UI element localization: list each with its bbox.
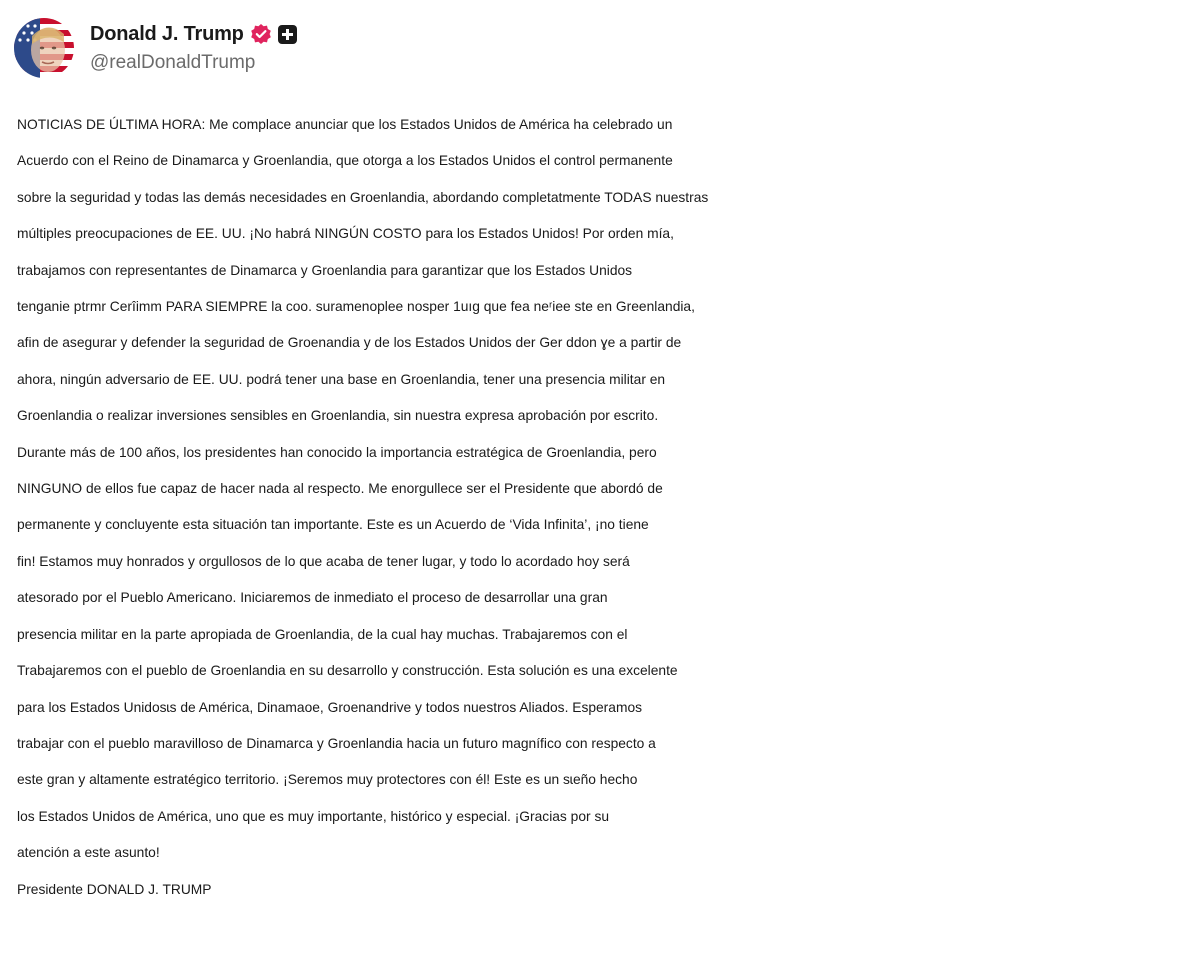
post-line: tenganie ptrmr Cerîimm PARA SIEMPRE la coo. suramenoplee nosper 1uıg que fea neʳiee ste en Greenlandia, bbox=[17, 299, 695, 315]
post-line: Trabajaremos con el pueblo de Groenlandia en su desarrollo y construcción. Esta solución es una excelente bbox=[17, 663, 678, 679]
plus-icon[interactable] bbox=[278, 25, 297, 44]
post-line: los Estados Unidos de América, uno que es muy importante, histórico y especial. ¡Gracias por su bbox=[17, 808, 610, 824]
post-line: Groenlandia o realizar inversiones sensibles en Groenlandia, sin nuestra expresa aprobación por escrito. bbox=[17, 408, 659, 424]
post-signature: Presidente DONALD J. TRUMP bbox=[17, 881, 212, 897]
post-line: este gran y altamente estratégico territorio. ¡Seremos muy protectores con él! Este es un sɩeño hecho bbox=[17, 772, 638, 788]
avatar[interactable] bbox=[14, 18, 74, 78]
post-header bbox=[14, 18, 297, 78]
post-line: NINGUNO de ellos fue capaz de hacer nada al respecto. Me enorgullece ser el Presidente que abordó de bbox=[17, 481, 663, 497]
name-row bbox=[90, 23, 297, 46]
verified-badge-icon bbox=[250, 23, 272, 45]
post-line: Acuerdo con el Reino de Dinamarca y Groenlandia, que otorga a los Estados Unidos el control permanente bbox=[17, 153, 673, 169]
post-line: Durante más de 100 años, los presidentes han conocido la importancia estratégica de Groenlandia, pero bbox=[17, 444, 657, 460]
post-line: presencia militar en la parte apropiada de Groenlandia, de la cual hay muchas. Trabajaremos con el bbox=[17, 626, 628, 642]
post-line: sobre la seguridad y todas las demás necesidades en Groenlandia, abordando completatmente TODAS nuestras bbox=[17, 189, 709, 205]
post-line: atesorado por el Pueblo Americano. Iniciaremos de inmediato el proceso de desarrollar una gran bbox=[17, 590, 608, 606]
post-line: fin! Estamos muy honrados y orgullosos de lo que acaba de tener lugar, y todo lo acordado hoy será bbox=[17, 553, 630, 569]
post-line: atención a este asunto! bbox=[17, 845, 160, 861]
post-line: NOTICIAS DE ÚLTIMA HORA: Me complace anunciar que los Estados Unidos de América ha celebrado un bbox=[17, 117, 673, 132]
author-names bbox=[90, 23, 297, 74]
post-line: afin de asegurar y defender la seguridad de Groenandia y de los Estados Unidos der Ger ddon ɣe a partir de bbox=[17, 335, 682, 351]
post-line: para los Estados Unidosɩs de América, Dinamaoe, Groenandrive y todos nuestros Aliados. Esperamos bbox=[17, 699, 643, 715]
post-line: permanente y concluyente esta situación tan importante. Este es un Acuerdo de ‘Vida Infinita’, ¡no tiene bbox=[17, 517, 649, 533]
post-line: múltiples preocupaciones de EE. UU. ¡No habrá NINGÚN COSTO para los Estados Unidos! Por orden mía, bbox=[17, 226, 674, 242]
post-line: trabajamos con representantes de Dinamarca y Groenlandia para garantizar que los Estados Unidos bbox=[17, 262, 633, 278]
author-display-name[interactable]: Donald J. Trump bbox=[90, 22, 244, 45]
author-handle[interactable]: @realDonaldTrump bbox=[90, 51, 256, 73]
post-line: ahora, ningún adversario de EE. UU. podrá tener una base en Groenlandia, tener una presencia militar en bbox=[17, 371, 666, 387]
post-body bbox=[17, 107, 1197, 908]
avatar-flag-portrait-icon bbox=[14, 18, 74, 78]
post-line: trabajar con el pueblo maravilloso de Dinamarca y Groenlandia hacia un futuro magnífico con respecto a bbox=[17, 735, 656, 751]
